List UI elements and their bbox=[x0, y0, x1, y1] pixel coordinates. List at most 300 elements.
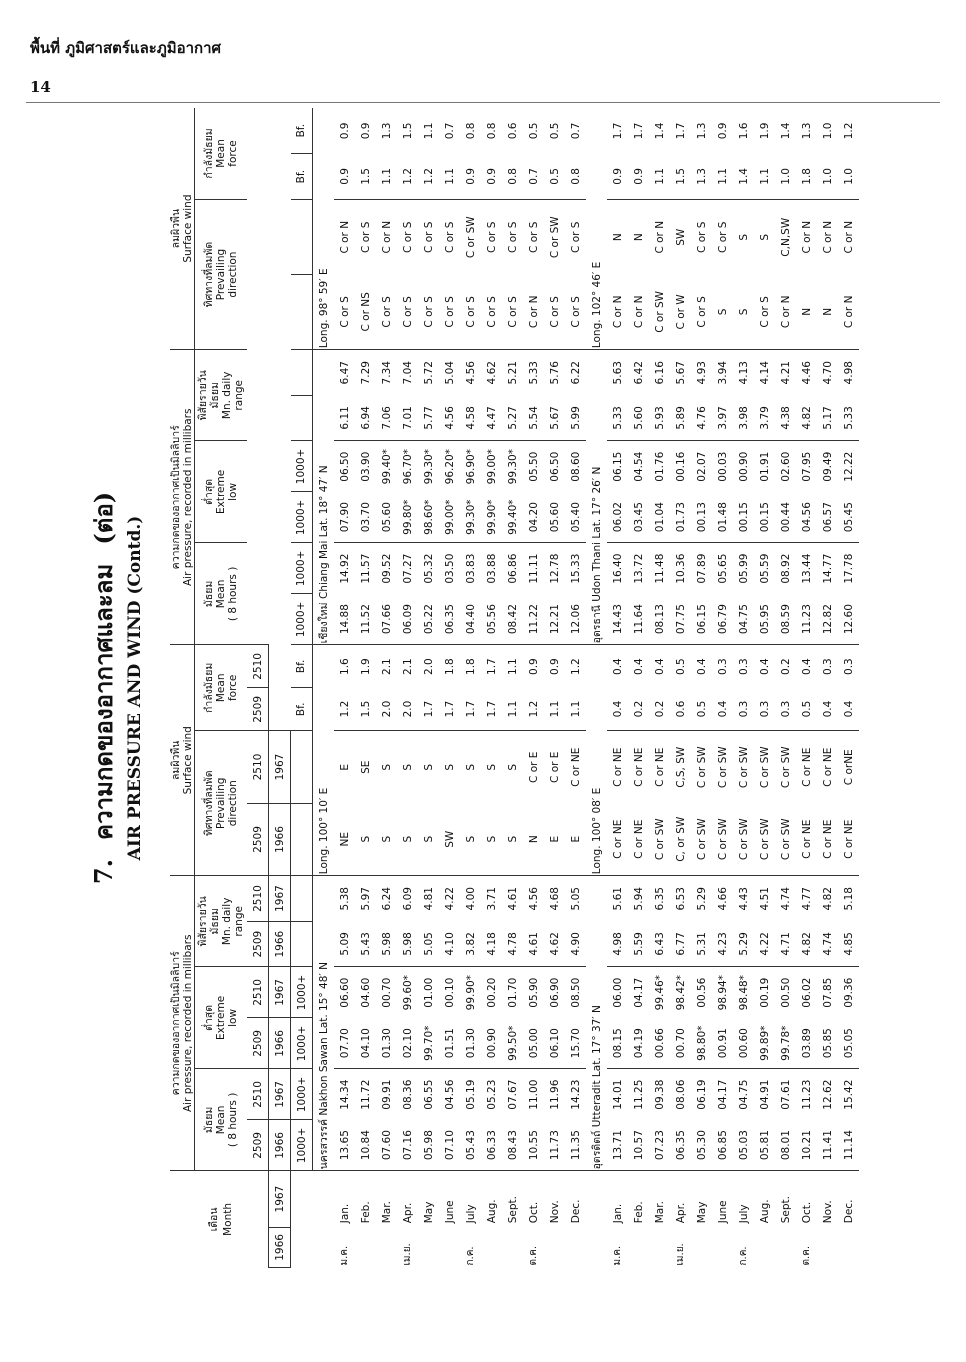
data-cell: 00.56 bbox=[695, 977, 708, 1008]
data-cell: 4.38 bbox=[775, 395, 796, 441]
year-ad-cell: 1966 bbox=[269, 803, 291, 875]
data-cell: 4.56 bbox=[439, 395, 460, 441]
data-cell: 00.19 bbox=[758, 977, 771, 1008]
surface-wind-header: ลมผิวพื้น Surface wind bbox=[170, 645, 195, 876]
data-cell: 2.1 bbox=[380, 658, 393, 675]
data-cell: 03.89 bbox=[796, 1018, 817, 1069]
data-cell: 00.91 bbox=[712, 1018, 733, 1069]
station-location bbox=[586, 876, 607, 1171]
data-cell: 01.70 bbox=[506, 977, 519, 1008]
station-name-thai: เชียงใหม่ bbox=[318, 602, 331, 644]
data-cell: C or NE bbox=[653, 747, 666, 787]
year-be-cell: 2509 bbox=[247, 688, 269, 731]
year-be-cell: 2510 bbox=[247, 645, 269, 688]
data-cell: 5.63 bbox=[611, 361, 624, 385]
data-cell: 1.1 bbox=[376, 154, 397, 200]
data-cell: 5.33 bbox=[838, 395, 859, 441]
station-spacer bbox=[586, 1171, 607, 1268]
data-cell: 4.14 bbox=[758, 361, 771, 385]
data-cell: C or S bbox=[754, 275, 775, 350]
data-cell: 4.61 bbox=[506, 887, 519, 911]
subheader-text: มัธยม bbox=[209, 908, 222, 935]
data-cell: 1.1 bbox=[439, 154, 460, 200]
data-cell: S bbox=[464, 763, 477, 771]
data-cell: 11.14 bbox=[838, 1120, 859, 1171]
data-cell: 1.2 bbox=[418, 154, 439, 200]
data-cell: C or S bbox=[418, 275, 439, 350]
year-be-cell: 2509 bbox=[247, 1120, 269, 1171]
data-cell: 06.85 bbox=[712, 1120, 733, 1171]
data-cell: C or NS bbox=[355, 275, 376, 350]
unit-blank bbox=[291, 803, 313, 875]
data-cell: C or N bbox=[653, 220, 666, 254]
data-cell: 0.4 bbox=[817, 688, 838, 731]
data-cell: 96.90* bbox=[464, 449, 477, 485]
data-cell: 0.4 bbox=[758, 658, 771, 675]
station-longitude: Long. 102° 46′ E bbox=[586, 108, 607, 350]
data-cell: 1.7 bbox=[481, 688, 502, 731]
data-cell: 04.75 bbox=[733, 594, 754, 645]
data-cell: 4.98 bbox=[607, 921, 628, 967]
season-label: ม.ค. bbox=[612, 1245, 624, 1266]
data-cell: N bbox=[632, 233, 645, 242]
table-row bbox=[544, 108, 565, 1268]
data-cell: 0.4 bbox=[838, 688, 859, 731]
data-cell: 0.3 bbox=[842, 658, 855, 675]
data-cell: 03.50 bbox=[443, 553, 456, 584]
data-cell: C or NE bbox=[817, 803, 838, 875]
month-label: Dec. bbox=[842, 1199, 855, 1224]
data-cell: 14.23 bbox=[569, 1079, 582, 1110]
data-cell: 0.5 bbox=[548, 122, 561, 140]
subheader-text: ทิศทางที่ลมพัด bbox=[203, 241, 216, 308]
data-cell: C or N bbox=[821, 220, 834, 254]
data-cell: 01.91 bbox=[758, 451, 771, 482]
month-label: May bbox=[422, 1201, 435, 1224]
data-cell: S bbox=[422, 763, 435, 771]
season-label bbox=[817, 1227, 838, 1267]
data-cell: E bbox=[544, 803, 565, 875]
unit-blank bbox=[291, 395, 313, 441]
data-cell: 07.95 bbox=[800, 451, 813, 482]
data-cell: S bbox=[506, 763, 519, 771]
data-cell: 1.7 bbox=[674, 122, 687, 140]
data-cell: 08.60 bbox=[569, 451, 582, 482]
data-cell: 5.98 bbox=[376, 921, 397, 967]
data-cell: 1.1 bbox=[544, 688, 565, 731]
data-cell: 4.43 bbox=[737, 887, 750, 911]
data-cell: 4.70 bbox=[821, 361, 834, 385]
subheader-extreme-1 bbox=[195, 967, 248, 1069]
data-cell: 05.90 bbox=[527, 977, 540, 1008]
data-cell: SE bbox=[359, 760, 372, 774]
data-cell: 00.15 bbox=[754, 492, 775, 543]
data-cell: 01.76 bbox=[653, 451, 666, 482]
data-cell: 1.5 bbox=[355, 154, 376, 200]
subheader-text: Extreme bbox=[215, 469, 228, 515]
data-cell: 1.1 bbox=[502, 688, 523, 731]
data-cell: 3.79 bbox=[754, 395, 775, 441]
data-cell: 4.82 bbox=[796, 395, 817, 441]
data-cell: 01.51 bbox=[439, 1018, 460, 1069]
data-cell: 11.52 bbox=[355, 594, 376, 645]
data-cell: NE bbox=[334, 803, 355, 875]
data-cell: 06.90 bbox=[548, 977, 561, 1008]
data-cell: 05.56 bbox=[481, 594, 502, 645]
season-label bbox=[439, 1227, 460, 1267]
data-cell: 07.75 bbox=[670, 594, 691, 645]
data-cell: C or NE bbox=[628, 803, 649, 875]
data-cell: 4.82 bbox=[821, 887, 834, 911]
data-cell: 0.9 bbox=[607, 154, 628, 200]
data-cell: 00.70 bbox=[670, 1018, 691, 1069]
data-cell: 7.01 bbox=[397, 395, 418, 441]
data-cell: 96.20* bbox=[443, 449, 456, 485]
data-cell: 0.4 bbox=[712, 688, 733, 731]
data-cell: 11.48 bbox=[653, 553, 666, 584]
data-cell: 11.41 bbox=[817, 1120, 838, 1171]
data-cell: 99.30* bbox=[422, 449, 435, 485]
year-ad-cell: 1966 bbox=[269, 1018, 291, 1069]
data-cell: 0.3 bbox=[737, 658, 750, 675]
data-cell: C or SW bbox=[649, 275, 670, 350]
data-cell: C or N bbox=[338, 220, 351, 254]
data-cell: 5.67 bbox=[544, 395, 565, 441]
data-cell: 08.92 bbox=[779, 553, 792, 584]
unit-offset: 1000+ bbox=[291, 594, 313, 645]
data-cell: 1.2 bbox=[569, 658, 582, 675]
data-cell: 1.5 bbox=[670, 154, 691, 200]
data-cell: 5.09 bbox=[334, 921, 355, 967]
data-cell: 10.36 bbox=[674, 553, 687, 584]
data-cell: 04.10 bbox=[355, 1018, 376, 1069]
data-cell: 2.1 bbox=[401, 658, 414, 675]
data-cell: SW bbox=[439, 803, 460, 875]
data-cell: C or NE bbox=[632, 747, 645, 787]
subheader-text: ( 8 hours ) bbox=[227, 1092, 240, 1148]
data-cell: 07.66 bbox=[376, 594, 397, 645]
data-cell: 15.42 bbox=[842, 1079, 855, 1110]
subheader-text: Mean bbox=[215, 1105, 228, 1135]
data-cell: 06.02 bbox=[607, 492, 628, 543]
data-cell: C or S bbox=[460, 275, 481, 350]
station-longitude: Long. 100° 08′ E bbox=[586, 645, 607, 876]
data-cell: 1.4 bbox=[779, 122, 792, 140]
data-cell: 04.60 bbox=[359, 977, 372, 1008]
unit-blank bbox=[291, 199, 313, 274]
data-cell: N bbox=[611, 233, 624, 242]
data-cell: 0.9 bbox=[527, 658, 540, 675]
table-row bbox=[838, 108, 859, 1268]
data-cell: N bbox=[817, 275, 838, 350]
data-cell: 12.78 bbox=[548, 553, 561, 584]
data-cell: 6.35 bbox=[653, 887, 666, 911]
data-cell: 4.13 bbox=[737, 361, 750, 385]
table-row bbox=[397, 108, 418, 1268]
month-header: เดือน Month bbox=[170, 1171, 269, 1268]
data-cell: 0.3 bbox=[716, 658, 729, 675]
data-cell: 13.65 bbox=[334, 1120, 355, 1171]
data-cell: 98.80* bbox=[691, 1018, 712, 1069]
data-cell: 09.91 bbox=[380, 1079, 393, 1110]
data-cell: 13.72 bbox=[632, 553, 645, 584]
data-cell: 06.35 bbox=[670, 1120, 691, 1171]
season-label bbox=[838, 1227, 859, 1267]
data-cell: 15.70 bbox=[565, 1018, 586, 1069]
year-be-cell: 2510 bbox=[247, 1069, 269, 1120]
data-cell: 11.35 bbox=[565, 1120, 586, 1171]
data-cell: 99.90* bbox=[481, 492, 502, 543]
data-cell: S bbox=[712, 275, 733, 350]
data-cell: 4.66 bbox=[716, 887, 729, 911]
table-row bbox=[733, 108, 754, 1268]
data-cell: 6.47 bbox=[338, 361, 351, 385]
data-cell: C or SW bbox=[548, 216, 561, 259]
unit-bf: Bf. bbox=[291, 645, 313, 688]
season-label: ก.ค. bbox=[738, 1246, 750, 1266]
data-cell: 0.7 bbox=[443, 122, 456, 140]
data-cell: 4.81 bbox=[422, 887, 435, 911]
data-cell: 05.30 bbox=[691, 1120, 712, 1171]
data-cell: 0.5 bbox=[544, 154, 565, 200]
data-cell: 0.5 bbox=[796, 688, 817, 731]
data-cell: 00.60 bbox=[733, 1018, 754, 1069]
data-cell: 1.9 bbox=[359, 658, 372, 675]
data-cell: 00.90 bbox=[737, 451, 750, 482]
data-cell: C or N bbox=[523, 275, 544, 350]
data-cell: 04.40 bbox=[460, 594, 481, 645]
year-ad-cell: 1967 bbox=[269, 1171, 291, 1227]
data-cell: 00.44 bbox=[775, 492, 796, 543]
data-cell: 04.91 bbox=[758, 1079, 771, 1110]
data-cell: C or SW bbox=[754, 803, 775, 875]
data-cell: 5.33 bbox=[527, 361, 540, 385]
unit-blank bbox=[291, 350, 313, 396]
rotated-table-page bbox=[84, 108, 954, 1268]
air-pressure-header: ความกดของอากาศเป็นมิลลิบาร์ Air pressure, recorded in millibars bbox=[170, 876, 195, 1171]
data-cell: S bbox=[485, 763, 498, 771]
data-cell: 99.90* bbox=[464, 975, 477, 1011]
year-be-cell: 2510 bbox=[247, 876, 269, 922]
data-cell: C or N bbox=[800, 220, 813, 254]
data-cell: 1.7 bbox=[418, 688, 439, 731]
subheader-text: พิสัยรายวัน bbox=[197, 370, 209, 421]
data-cell: 1.5 bbox=[355, 688, 376, 731]
subheader-text: range bbox=[233, 380, 246, 411]
subheader-text: พิสัยรายวัน bbox=[197, 896, 209, 947]
data-cell: 0.9 bbox=[334, 154, 355, 200]
unit-blank bbox=[291, 731, 313, 803]
data-cell: 1.8 bbox=[464, 658, 477, 675]
data-cell: C or N bbox=[775, 275, 796, 350]
data-cell: 1.0 bbox=[775, 154, 796, 200]
data-cell: 11.11 bbox=[527, 553, 540, 584]
data-cell: 1.3 bbox=[695, 122, 708, 140]
data-cell: 05.43 bbox=[460, 1120, 481, 1171]
data-cell: 06.15 bbox=[691, 594, 712, 645]
data-cell: 05.85 bbox=[817, 1018, 838, 1069]
data-cell: 5.97 bbox=[359, 887, 372, 911]
data-cell: 10.57 bbox=[628, 1120, 649, 1171]
data-cell: 99.80* bbox=[397, 492, 418, 543]
data-cell: 5.99 bbox=[565, 395, 586, 441]
data-cell: 0.2 bbox=[649, 688, 670, 731]
subheader-text: ต่ำสุด bbox=[203, 478, 216, 505]
data-cell: 07.67 bbox=[506, 1079, 519, 1110]
data-cell: 1.7 bbox=[485, 658, 498, 675]
data-cell: 05.22 bbox=[418, 594, 439, 645]
data-cell: S bbox=[397, 803, 418, 875]
season-label bbox=[565, 1227, 586, 1267]
data-cell: C or S bbox=[695, 221, 708, 253]
data-cell: 1.6 bbox=[737, 122, 750, 140]
data-cell: S bbox=[376, 803, 397, 875]
data-cell: 05.23 bbox=[485, 1079, 498, 1110]
data-cell: 03.45 bbox=[628, 492, 649, 543]
station-name-thai: นครสวรรค์ bbox=[318, 1118, 331, 1170]
data-cell: 14.88 bbox=[334, 594, 355, 645]
data-cell: 12.60 bbox=[838, 594, 859, 645]
unit-bf: Bf. bbox=[291, 154, 313, 200]
year-ad-cell: 1967 bbox=[269, 876, 291, 922]
data-cell: 14.77 bbox=[821, 553, 834, 584]
data-cell: 06.15 bbox=[611, 451, 624, 482]
season-label bbox=[355, 1227, 376, 1267]
data-cell: 5.54 bbox=[523, 395, 544, 441]
season-label bbox=[502, 1227, 523, 1267]
data-cell: 06.50 bbox=[338, 451, 351, 482]
subheader-text: ทิศทางที่ลมพัด bbox=[203, 770, 216, 837]
data-cell: 00.50 bbox=[779, 977, 792, 1008]
data-cell: 1.1 bbox=[649, 154, 670, 200]
data-cell: 4.68 bbox=[548, 887, 561, 911]
data-cell: 5.94 bbox=[632, 887, 645, 911]
data-cell: 05.19 bbox=[464, 1079, 477, 1110]
data-cell: 4.85 bbox=[838, 921, 859, 967]
data-cell: 05.99 bbox=[737, 553, 750, 584]
data-cell: 5.21 bbox=[506, 361, 519, 385]
data-cell: 5.72 bbox=[422, 361, 435, 385]
data-cell: 0.8 bbox=[502, 154, 523, 200]
station-name-en: Udon Thani bbox=[591, 541, 604, 602]
data-cell: 1.4 bbox=[653, 122, 666, 140]
page-header-title: พื้นที่ ภูมิศาสตร์และภูมิอากาศ bbox=[30, 39, 222, 57]
subheader-text: Mean bbox=[215, 673, 228, 703]
data-cell: 5.17 bbox=[817, 395, 838, 441]
table-row bbox=[376, 108, 397, 1268]
unit-bf: Bf. bbox=[291, 108, 313, 154]
unit-offset: 1000+ bbox=[291, 967, 313, 1018]
month-label: Mar. bbox=[653, 1201, 666, 1224]
subheader-text: Mn. daily bbox=[221, 897, 234, 946]
data-cell: 0.6 bbox=[506, 122, 519, 140]
season-label: เม.ย. bbox=[402, 1243, 414, 1266]
data-cell: 05.05 bbox=[838, 1018, 859, 1069]
subheader-text: มัธยม bbox=[203, 580, 216, 608]
season-label: ม.ค. bbox=[339, 1245, 351, 1266]
year-ad-cell: 1967 bbox=[269, 731, 291, 803]
data-cell: C or S bbox=[716, 221, 729, 253]
month-label: May bbox=[695, 1201, 708, 1224]
data-cell: C or NE bbox=[611, 747, 624, 787]
data-cell: 1.2 bbox=[334, 688, 355, 731]
data-cell: 4.93 bbox=[695, 361, 708, 385]
data-cell: 4.77 bbox=[800, 887, 813, 911]
data-cell: 01.30 bbox=[460, 1018, 481, 1069]
station-location bbox=[586, 350, 607, 645]
year-be-cell: 2509 bbox=[247, 803, 269, 875]
data-cell: 05.00 bbox=[523, 1018, 544, 1069]
data-cell: 05.50 bbox=[527, 451, 540, 482]
station-name-en: Chiang Mai bbox=[318, 540, 331, 600]
subheader-force-1 bbox=[195, 645, 248, 731]
table-row bbox=[796, 108, 817, 1268]
subheader-daily-2 bbox=[195, 350, 248, 441]
data-cell: 5.89 bbox=[670, 395, 691, 441]
data-cell: 6.77 bbox=[670, 921, 691, 967]
data-cell: 5.98 bbox=[397, 921, 418, 967]
month-label: June bbox=[443, 1200, 456, 1224]
data-cell: 5.93 bbox=[649, 395, 670, 441]
year-ad-cell: 1966 bbox=[269, 1227, 291, 1267]
data-cell: 14.01 bbox=[611, 1079, 624, 1110]
data-cell: 99.40* bbox=[502, 492, 523, 543]
data-cell: 00.70 bbox=[380, 977, 393, 1008]
data-cell: 05.32 bbox=[422, 553, 435, 584]
data-cell: 99.60* bbox=[401, 975, 414, 1011]
station-lat: Lat. 15° 48′ N bbox=[318, 962, 331, 1035]
season-label: ต.ค. bbox=[528, 1245, 540, 1266]
data-cell: 1.8 bbox=[796, 154, 817, 200]
table-body bbox=[313, 108, 860, 1268]
data-cell: C or N bbox=[628, 275, 649, 350]
data-cell: 06.86 bbox=[506, 553, 519, 584]
data-cell: 09.52 bbox=[380, 553, 393, 584]
data-cell: 00.90 bbox=[481, 1018, 502, 1069]
table-row bbox=[439, 108, 460, 1268]
data-cell: 05.65 bbox=[716, 553, 729, 584]
station-longitude: Long. 100° 10′ E bbox=[313, 645, 335, 876]
data-cell: 11.25 bbox=[632, 1079, 645, 1110]
data-cell: 6.43 bbox=[649, 921, 670, 967]
subheader-text: Prevailing bbox=[215, 248, 228, 301]
month-label: Apr. bbox=[674, 1202, 687, 1224]
data-cell: C or S bbox=[544, 275, 565, 350]
data-cell: 6.11 bbox=[334, 395, 355, 441]
data-cell: 0.9 bbox=[628, 154, 649, 200]
data-cell: 0.4 bbox=[611, 658, 624, 675]
subheader-mean-1 bbox=[195, 1069, 248, 1171]
data-cell: 1.7 bbox=[460, 688, 481, 731]
data-cell: 5.31 bbox=[691, 921, 712, 967]
subheader-text: ( 8 hours ) bbox=[227, 566, 240, 622]
data-cell: 11.00 bbox=[527, 1079, 540, 1110]
subheader-force-2 bbox=[195, 108, 248, 199]
table-row bbox=[418, 108, 439, 1268]
data-cell: 6.53 bbox=[674, 887, 687, 911]
data-cell: C or SW bbox=[691, 803, 712, 875]
data-cell: 1.3 bbox=[691, 154, 712, 200]
data-cell: S bbox=[481, 803, 502, 875]
data-cell: 1.3 bbox=[380, 122, 393, 140]
year-ad-row bbox=[269, 108, 291, 1268]
data-cell: 14.34 bbox=[338, 1079, 351, 1110]
year-ad-cell: 1967 bbox=[269, 1069, 291, 1120]
subheader-text: ต่ำสุด bbox=[203, 1004, 216, 1031]
data-cell: 12.22 bbox=[842, 451, 855, 482]
data-cell: 04.17 bbox=[716, 1079, 729, 1110]
month-label: Oct. bbox=[800, 1201, 813, 1224]
